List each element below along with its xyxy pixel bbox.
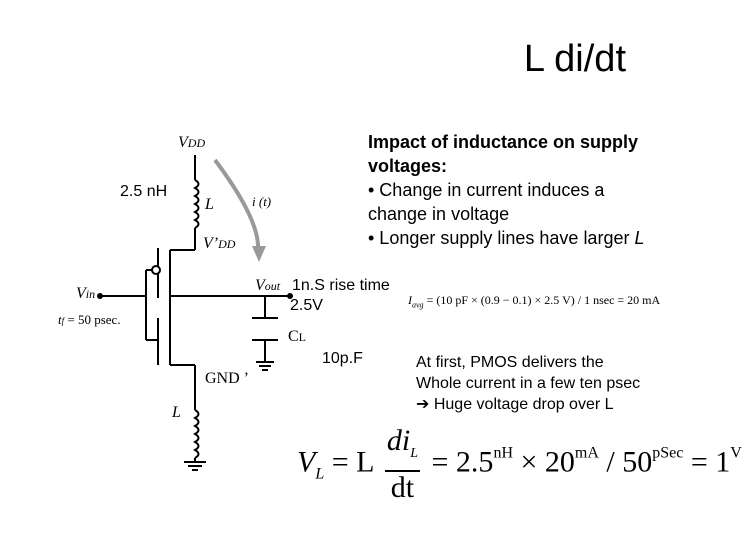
vdd-prime-label: V’DD [203, 235, 236, 252]
fall-time-label: tf = 50 psec. [58, 312, 121, 327]
inductor-l-bottom: L [172, 404, 181, 421]
gnd-label: GND ’ [205, 370, 249, 387]
pmos-note: At first, PMOS delivers the Whole current in a few ten psec ➔ Huge voltage drop over L [416, 354, 641, 413]
voltage-label: 2.5V [290, 297, 323, 314]
cl-label: CL [288, 328, 307, 345]
cap-value-label: 10p.F [322, 350, 363, 367]
current-label: i (t) [252, 194, 272, 209]
average-current-formula: $I_{avg} = (10$ pF × (0.9 − 0.1) × 2.5 V) / 1 nsec = 20 mA [408, 293, 661, 310]
list-item-1: • Change in current induces a [368, 180, 605, 200]
inductance-label: 2.5 nH [120, 183, 168, 200]
vdd-label: VDD [178, 134, 206, 151]
list-heading-1: Impact of inductance on supply [368, 132, 639, 152]
rise-time-label: 1n.S rise time [292, 277, 390, 294]
list-item-2: • Longer supply lines have larger L [368, 228, 645, 248]
vout-label: Vout [255, 277, 281, 294]
di-dt-fraction: $\frac{di_L}{dt}$ [386, 424, 419, 504]
slide-title: L di/dt [523, 38, 626, 80]
list-heading-2: voltages: [368, 156, 448, 176]
list-item-1b: change in voltage [368, 204, 510, 224]
inductor-l-top: L [205, 196, 214, 213]
vin-label: Vin [76, 285, 96, 302]
inductance-impact-list [368, 130, 713, 250]
voltage-drop-equation: $V_L = L$ $\frac{di_L}{dt}$ = $2.5^{nH} \times 20^{mA} / 50^{pSec} = 1^V$ [297, 424, 742, 504]
